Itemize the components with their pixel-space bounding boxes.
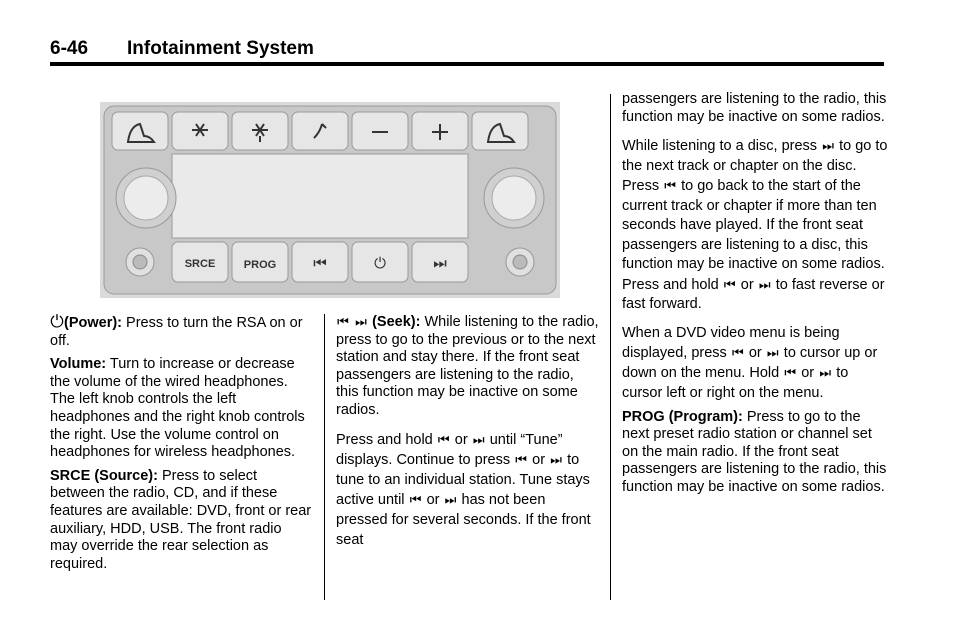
seek-next-icon: ⏭ [550, 451, 562, 467]
continuation-paragraph: passengers are listening to the radio, this function may be inactive on some radios. [622, 91, 887, 125]
seek-paragraph [336, 313, 600, 420]
power-icon: ⏻ [50, 312, 64, 331]
column-divider-1 [324, 314, 325, 600]
seek-next-icon: ⏭ [758, 276, 771, 292]
seek-prev-icon: ⏮ [337, 314, 349, 329]
or-text: or [422, 491, 444, 508]
power-term: (Power): [64, 315, 122, 331]
or-text: or [744, 344, 766, 361]
power-paragraph [50, 313, 312, 350]
seek-next-icon: ⏭ [444, 491, 457, 507]
volume-paragraph [50, 356, 312, 462]
tune-text-c: to tune to an individual station. Tune stays active until [336, 451, 590, 508]
dvd-text-a: When a DVD video menu is being displayed, press [622, 324, 840, 361]
tune-paragraph [336, 430, 600, 550]
seek-prev-icon: ⏮ [664, 178, 676, 194]
page-number: 6-46 [50, 38, 89, 59]
prog-paragraph [622, 409, 888, 497]
dvd-text-b: to cursor up or down on the menu. Hold [622, 344, 878, 381]
seek-prev-icon: ⏮ [731, 344, 744, 360]
disc-text-b: to go to the next track or chapter on the disc. Press [622, 138, 888, 195]
header-rule [50, 62, 884, 66]
column-3 [622, 91, 888, 503]
power-icon: ⏻ [374, 255, 386, 272]
seek-next-icon: ⏭ [433, 255, 447, 272]
disc-text-d: to fast reverse or fast forward. [622, 276, 885, 313]
seek-next-icon: ⏭ [472, 431, 485, 447]
dvd-paragraph [622, 323, 888, 403]
left-headphone-jack [126, 248, 154, 276]
srce-paragraph [50, 468, 312, 574]
column-1 [50, 313, 312, 579]
disc-paragraph [622, 136, 888, 315]
page-title: Infotainment System [127, 38, 314, 59]
prog-term: PROG (Program): [622, 408, 743, 425]
or-text: or [528, 451, 550, 468]
srce-text: Press to select between the radio, CD, and if these features are available: DVD, front or rear auxiliary, HDD, USB. The front radio may override the rear selection as required. [50, 467, 312, 572]
rear-seat-audio-panel-illustration [100, 102, 560, 298]
power-text: Press to turn the RSA on or off. [50, 315, 303, 349]
volume-term: Volume: [50, 356, 107, 373]
seek-next-icon: ⏭ [819, 364, 832, 380]
srce-button-label: SRCE [184, 258, 216, 270]
seek-term: (Seek): [372, 314, 421, 330]
seek-prev-icon: ⏮ [313, 255, 327, 272]
left-volume-knob [116, 168, 176, 228]
seek-prev-icon: ⏮ [784, 364, 797, 380]
volume-text: Turn to increase or decrease the volume of the wired headphones. The left knob controls the left headphones and the right knob controls the right. Use the volume control on headphones for wireless headphones. [50, 356, 305, 461]
column-2 [336, 313, 600, 556]
disc-text-c: to go back to the start of the current track or chapter if more than ten seconds have played. If the front seat passengers are listening to a disc, this function may be inactive on some radios. Press and hold [622, 178, 885, 293]
tune-text-b: until “Tune” displays. Continue to press [336, 431, 563, 468]
prog-text: Press to go to the next preset radio station or channel set on the main radio. If the front seat passengers are listening to the radio, this function may be inactive on some radios. [622, 408, 887, 496]
tune-text-a: Press and hold [336, 431, 437, 448]
or-text: or [736, 276, 758, 293]
prog-button-label: PROG [243, 259, 277, 271]
seek-next-icon: ⏭ [355, 314, 367, 329]
tune-text-d: has not been pressed for several seconds. If the front seat [336, 491, 591, 548]
or-text: or [450, 431, 472, 448]
disc-text-a: While listening to a disc, press [622, 138, 822, 155]
srce-term: SRCE (Source): [50, 467, 158, 484]
right-volume-knob [484, 168, 544, 228]
right-headphone-jack [506, 248, 534, 276]
seek-prev-icon: ⏮ [723, 276, 736, 292]
or-text: or [797, 364, 819, 381]
seek-prev-icon: ⏮ [515, 451, 527, 467]
seek-next-icon: ⏭ [822, 138, 834, 154]
seek-prev-icon: ⏮ [437, 431, 450, 447]
seek-text: While listening to the radio, press to go to the previous or to the next station and stay there. If the front seat passengers are listening to the radio, this function may be inactive on some radios. [336, 314, 599, 418]
seek-prev-icon: ⏮ [409, 491, 422, 507]
dvd-text-c: to cursor left or right on the menu. [622, 364, 849, 401]
seek-next-icon: ⏭ [766, 344, 779, 360]
column-divider-2 [610, 94, 611, 600]
